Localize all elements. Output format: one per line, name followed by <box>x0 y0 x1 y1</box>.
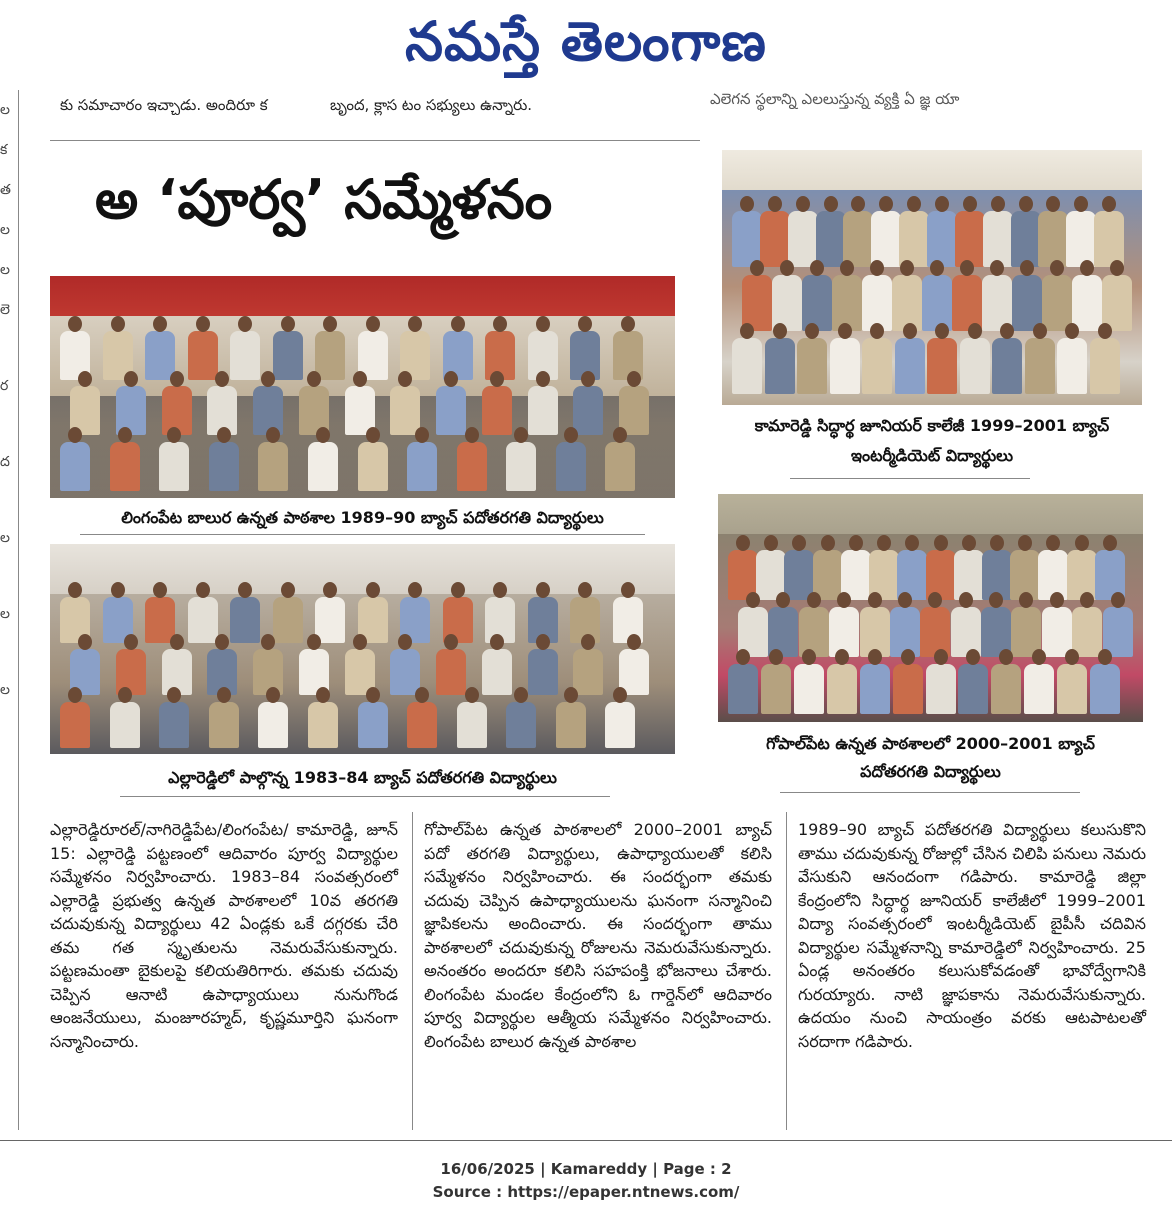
person-body <box>761 664 791 714</box>
column-rule-1 <box>412 812 413 1130</box>
photo-kamareddy-batch <box>722 150 1142 405</box>
person-body <box>110 702 140 748</box>
person-body <box>899 211 929 267</box>
caption-photo-3-line1: కామారెడ్డి సిద్ధార్థ జూనియర్ కాలేజీ 1999–2001 బ్యాచ్ <box>754 416 1110 435</box>
person-body <box>827 664 857 714</box>
person-body <box>1024 664 1054 714</box>
person-head <box>824 196 838 212</box>
person-head <box>935 196 949 212</box>
person-head <box>968 323 982 339</box>
person-body <box>860 664 890 714</box>
person-body <box>308 442 338 491</box>
caption-photo-4-line2: పదోతరగతి విద్యార్థులు <box>860 762 1001 781</box>
person-body <box>528 386 558 435</box>
person-head <box>736 535 750 551</box>
person-body <box>797 338 827 394</box>
person-head <box>118 427 132 443</box>
person-body <box>358 702 388 748</box>
person-head <box>415 427 429 443</box>
person-body <box>799 607 829 657</box>
person-head <box>821 535 835 551</box>
photo-yellareddy-batch <box>50 544 675 754</box>
person-body <box>436 386 466 435</box>
person-body <box>788 211 818 267</box>
person-head <box>196 316 210 332</box>
person-body <box>188 597 218 643</box>
person-body <box>862 338 892 394</box>
person-body <box>457 702 487 748</box>
person-head <box>780 260 794 276</box>
person-body <box>528 649 558 695</box>
person-body <box>188 331 218 380</box>
person-head <box>536 316 550 332</box>
person-head <box>118 687 132 703</box>
person-head <box>68 687 82 703</box>
person-head <box>536 582 550 598</box>
clipped-text-right: ఎలెగన స్థలాన్ని ఎలలుస్తున్న వ్యక్తి ఏ జ్ఞ యా <box>710 90 960 108</box>
person-head <box>307 634 321 650</box>
person-head <box>1110 260 1124 276</box>
person-body <box>60 442 90 491</box>
person-body <box>1038 211 1068 267</box>
person-head <box>901 649 915 665</box>
article-column-2 <box>424 818 772 1053</box>
person-body <box>1057 664 1087 714</box>
person-body <box>230 331 260 380</box>
person-body <box>145 597 175 643</box>
person-body <box>1090 664 1120 714</box>
person-body <box>920 607 950 657</box>
person-head <box>1050 260 1064 276</box>
person-body <box>407 702 437 748</box>
person-body <box>895 338 925 394</box>
column-2-text: గోపాల్‌పేట ఉన్నత పాఠశాలలో 2000–2001 బ్యాచ్ పదో తరగతి విద్యార్థులు, ఉపాధ్యాయులతో కలిసి సమ్మేళనం నిర్వహించారు. ఈ సందర్భంగా తమకు చదువు చెప్పిన ఉపాధ్యాయులను ఘనంగా సన్మానించి జ్ఞాపికలను అందించారు. ఈ సందర్భంగా తాము పాఠశాలలో చదువుకున్న రోజులను నెమరువేసుకున్నారు. అనంతరం అందరూ కలిసి సహపంక్తి భోజనాలు చేశారు. లింగంపేట మండల కేంద్రంలోని ఓ గార్డెన్‌లో ఆదివారం పూర్వ విద్యార్థుల ఆత్మీయ సమ్మేళనం నిర్వహించారు. లింగంపేట బాలుర ఉన్నత పాఠశాల <box>424 820 772 1051</box>
person-body <box>955 211 985 267</box>
person-head <box>366 427 380 443</box>
footer-separator: | <box>652 1160 664 1178</box>
person-head <box>1020 260 1034 276</box>
person-body <box>1012 275 1042 331</box>
person-body <box>843 211 873 267</box>
person-head <box>838 323 852 339</box>
person-body <box>209 702 239 748</box>
person-body <box>802 275 832 331</box>
person-head <box>990 260 1004 276</box>
person-body <box>765 338 795 394</box>
person-body <box>258 702 288 748</box>
person-head <box>366 316 380 332</box>
person-body <box>832 275 862 331</box>
person-body <box>407 442 437 491</box>
person-head <box>849 535 863 551</box>
left-column-rule <box>18 90 19 1130</box>
person-body <box>830 338 860 394</box>
person-body <box>457 442 487 491</box>
footer-rule <box>0 1140 1172 1141</box>
person-head <box>408 582 422 598</box>
person-head <box>451 582 465 598</box>
person-head <box>68 582 82 598</box>
person-head <box>802 649 816 665</box>
person-head <box>962 535 976 551</box>
person-head <box>281 582 295 598</box>
person-head <box>68 427 82 443</box>
person-body <box>1102 275 1132 331</box>
person-body <box>605 702 635 748</box>
person-head <box>353 371 367 387</box>
person-head <box>898 592 912 608</box>
person-head <box>807 592 821 608</box>
person-head <box>907 196 921 212</box>
person-head <box>736 649 750 665</box>
person-head <box>323 316 337 332</box>
person-head <box>170 634 184 650</box>
person-body <box>794 664 824 714</box>
person-head <box>217 687 231 703</box>
person-head <box>769 649 783 665</box>
footer-separator: | <box>540 1160 551 1178</box>
person-head <box>868 592 882 608</box>
person-body <box>60 702 90 748</box>
person-head <box>1033 323 1047 339</box>
person-head <box>1098 323 1112 339</box>
person-body <box>145 331 175 380</box>
person-head <box>835 649 849 665</box>
person-body <box>922 275 952 331</box>
person-body <box>110 442 140 491</box>
person-head <box>1098 649 1112 665</box>
person-head <box>1075 535 1089 551</box>
person-head <box>578 582 592 598</box>
person-head <box>536 634 550 650</box>
person-body <box>390 649 420 695</box>
person-body <box>159 442 189 491</box>
photo-lingampet-batch <box>50 276 675 498</box>
person-head <box>621 316 635 332</box>
person-head <box>465 427 479 443</box>
person-head <box>111 582 125 598</box>
column-rule-2 <box>786 812 787 1130</box>
person-body <box>159 702 189 748</box>
person-head <box>877 535 891 551</box>
person-head <box>564 687 578 703</box>
person-body <box>573 649 603 695</box>
person-body <box>816 211 846 267</box>
person-head <box>934 535 948 551</box>
person-head <box>746 592 760 608</box>
person-body <box>358 442 388 491</box>
footer-edition: Kamareddy <box>550 1160 648 1178</box>
person-head <box>1050 592 1064 608</box>
left-strip-char: లె <box>0 302 10 318</box>
person-head <box>934 649 948 665</box>
left-strip-char: ద <box>0 454 10 470</box>
person-body <box>506 702 536 748</box>
person-body <box>436 649 466 695</box>
person-head <box>408 316 422 332</box>
caption-photo-2: ఎల్లారెడ్డిలో పాల్గొన్న 1983–84 బ్యాచ్ పదోతరగతి విద్యార్థులు <box>168 768 557 787</box>
person-head <box>170 371 184 387</box>
person-head <box>68 316 82 332</box>
person-head <box>1080 260 1094 276</box>
person-head <box>750 260 764 276</box>
person-body <box>556 442 586 491</box>
person-head <box>960 260 974 276</box>
caption-rule-4 <box>780 792 1080 793</box>
person-body <box>732 211 762 267</box>
person-body <box>1094 211 1124 267</box>
person-head <box>870 260 884 276</box>
person-body <box>258 442 288 491</box>
person-body <box>273 597 303 643</box>
footer-source-label: Source : <box>432 1183 503 1201</box>
person-body <box>556 702 586 748</box>
column-1-text: ఎల్లారెడ్డిరూరల్/నాగిరెడ్డిపేట/లింగంపేట/ కామారెడ్డి, జూన్ 15: ఎల్లారెడ్డి పట్టణంలో ఆదివారం పూర్వ విద్యార్థుల సమ్మేళనం నిర్వహించారు. 1983–84 సంవత్సరంలో ఎల్లారెడ్డి ప్రభుత్వ ఉన్నత పాఠశాలలో 10వ తరగతి చదువుకున్న విద్యార్థులు 42 ఏండ్లకు ఒకే దగ్గరకు చేరి తమ గత స్మృతులను నెమరువేసుకున్నారు. పట్టణమంతా బైకులపై కలియతిరిగారు. తమకు చదువు చెప్పిన ఆనాటి ఉపాధ్యాయులు నునుగొండ ఆంజనేయులు, మంజూరహ్మద్, కృష్ణమూర్తిని ఘనంగా సన్మానించారు. <box>50 820 398 1051</box>
left-strip-char: ల <box>0 262 10 278</box>
person-head <box>415 687 429 703</box>
person-head <box>1102 196 1116 212</box>
caption-photo-1: లింగంపేట బాలుర ఉన్నత పాఠశాల 1989–90 బ్యాచ్ పదోతరగతి విద్యార్థులు <box>121 508 604 527</box>
caption-photo-4-line1: గోపాల్‌పేట ఉన్నత పాఠశాలలో 2000–2001 బ్యాచ్ <box>766 734 1095 753</box>
person-head <box>353 634 367 650</box>
person-head <box>1111 592 1125 608</box>
person-head <box>840 260 854 276</box>
person-body <box>482 386 512 435</box>
footer-source-line <box>0 1183 1172 1201</box>
footer-date: 16/06/2025 <box>440 1160 535 1178</box>
person-head <box>493 582 507 598</box>
person-body <box>1066 211 1096 267</box>
person-body <box>927 211 957 267</box>
footer-page: Page : 2 <box>663 1160 732 1178</box>
person-body <box>209 442 239 491</box>
person-body <box>315 331 345 380</box>
person-body <box>308 702 338 748</box>
person-head <box>536 371 550 387</box>
person-head <box>451 316 465 332</box>
person-body <box>1025 338 1055 394</box>
person-head <box>903 323 917 339</box>
left-strip-char: ర <box>0 378 9 394</box>
person-body <box>983 211 1013 267</box>
person-head <box>796 196 810 212</box>
person-body <box>273 331 303 380</box>
person-head <box>1019 196 1033 212</box>
person-body <box>1042 275 1072 331</box>
left-strip-char: ల <box>0 530 10 546</box>
person-head <box>217 427 231 443</box>
person-head <box>900 260 914 276</box>
top-rule <box>50 140 700 141</box>
person-head <box>773 323 787 339</box>
person-body <box>732 338 762 394</box>
person-head <box>111 316 125 332</box>
person-body <box>482 649 512 695</box>
person-head <box>514 687 528 703</box>
person-body <box>958 664 988 714</box>
person-body <box>390 386 420 435</box>
caption-rule-2 <box>120 796 610 797</box>
person-head <box>316 427 330 443</box>
person-body <box>927 338 957 394</box>
person-body <box>960 338 990 394</box>
footer-source-link[interactable]: https://epaper.ntnews.com/ <box>507 1183 740 1201</box>
person-body <box>605 442 635 491</box>
footer-edition-line <box>0 1160 1172 1178</box>
person-head <box>281 316 295 332</box>
person-head <box>124 634 138 650</box>
left-strip-char: క <box>0 142 8 158</box>
person-head <box>366 582 380 598</box>
person-body <box>892 275 922 331</box>
person-body <box>760 211 790 267</box>
person-head <box>868 649 882 665</box>
person-head <box>316 687 330 703</box>
person-head <box>465 687 479 703</box>
person-head <box>740 196 754 212</box>
left-edge-strip <box>0 100 16 756</box>
person-body <box>1057 338 1087 394</box>
caption-photo-3-line2: ఇంటర్మీడియెట్ విద్యార్థులు <box>850 446 1014 465</box>
person-body <box>862 275 892 331</box>
caption-rule-1 <box>80 534 645 535</box>
person-head <box>621 582 635 598</box>
person-head <box>366 687 380 703</box>
clipped-text-left: కు సమాచారం ఇచ్చాడు. అందిరూ క <box>60 96 268 114</box>
person-head <box>153 582 167 598</box>
person-head <box>578 316 592 332</box>
person-head <box>991 196 1005 212</box>
person-body <box>573 386 603 435</box>
person-body <box>1072 275 1102 331</box>
person-head <box>238 582 252 598</box>
person-head <box>990 535 1004 551</box>
person-body <box>1067 550 1097 600</box>
column-3-text: 1989–90 బ్యాచ్ పదోతరగతి విద్యార్థులు కలుసుకొని తాము చదువుకున్న రోజుల్లో చేసిన చిలిపి పనులు నెమరు వేసుకుని ఆనందంగా గడిపారు. కామారెడ్డి జిల్లా కేంద్రంలోని సిద్ధార్థ జూనియర్ కాలేజీలో 1999–2001 విద్యా సంవత్సరంలో ఇంటర్మీడియెట్ బైపీసీ చదివిన విద్యార్థుల సమ్మేళనాన్ని కామారెడ్డిలో నిర్వహించారు. 25 ఏండ్ల అనంతరం కలుసుకోవడంతో భావోద్వేగానికి గురయ్యారు. నాటి జ్ఞాపకాను నెమరువేసుకున్నారు. ఉదయం నుంచి సాయంత్రం వరకు ఆటపాటలతో సరదాగా గడిపారు. <box>798 820 1146 1051</box>
person-body <box>315 597 345 643</box>
person-head <box>167 687 181 703</box>
person-head <box>323 582 337 598</box>
person-body <box>742 275 772 331</box>
person-head <box>768 196 782 212</box>
caption-rule-3 <box>790 478 1030 479</box>
person-body <box>506 442 536 491</box>
person-body <box>1090 338 1120 394</box>
left-strip-char: ల <box>0 222 10 238</box>
person-head <box>196 582 210 598</box>
article-headline: అ ‘పూర్వ’ సమ్మేళనం <box>95 168 553 231</box>
person-head <box>1103 535 1117 551</box>
left-strip-char: ల <box>0 682 10 698</box>
person-body <box>991 664 1021 714</box>
person-head <box>153 316 167 332</box>
person-head <box>493 316 507 332</box>
person-head <box>959 592 973 608</box>
article-column-3 <box>798 818 1146 1053</box>
person-body <box>230 597 260 643</box>
person-head <box>930 260 944 276</box>
person-body <box>992 338 1022 394</box>
person-body <box>728 664 758 714</box>
person-body <box>893 664 923 714</box>
person-head <box>989 592 1003 608</box>
clipped-text-middle: బృంద, క్లాస టం సభ్యులు ఉన్నారు. <box>330 96 533 114</box>
left-strip-char: త <box>0 182 11 198</box>
person-head <box>238 316 252 332</box>
person-body <box>1011 211 1041 267</box>
person-head <box>963 196 977 212</box>
newspaper-masthead: నమస్తే తెలంగాణ <box>405 10 767 73</box>
left-strip-char: ల <box>0 102 10 118</box>
person-head <box>810 260 824 276</box>
person-body <box>952 275 982 331</box>
left-strip-char: ల <box>0 606 10 622</box>
person-body <box>926 664 956 714</box>
article-column-1 <box>50 818 398 1053</box>
person-body <box>871 211 901 267</box>
photo-gopalpet-batch <box>718 494 1143 722</box>
person-body <box>1072 607 1102 657</box>
person-head <box>564 427 578 443</box>
person-body <box>982 275 1012 331</box>
person-body <box>772 275 802 331</box>
